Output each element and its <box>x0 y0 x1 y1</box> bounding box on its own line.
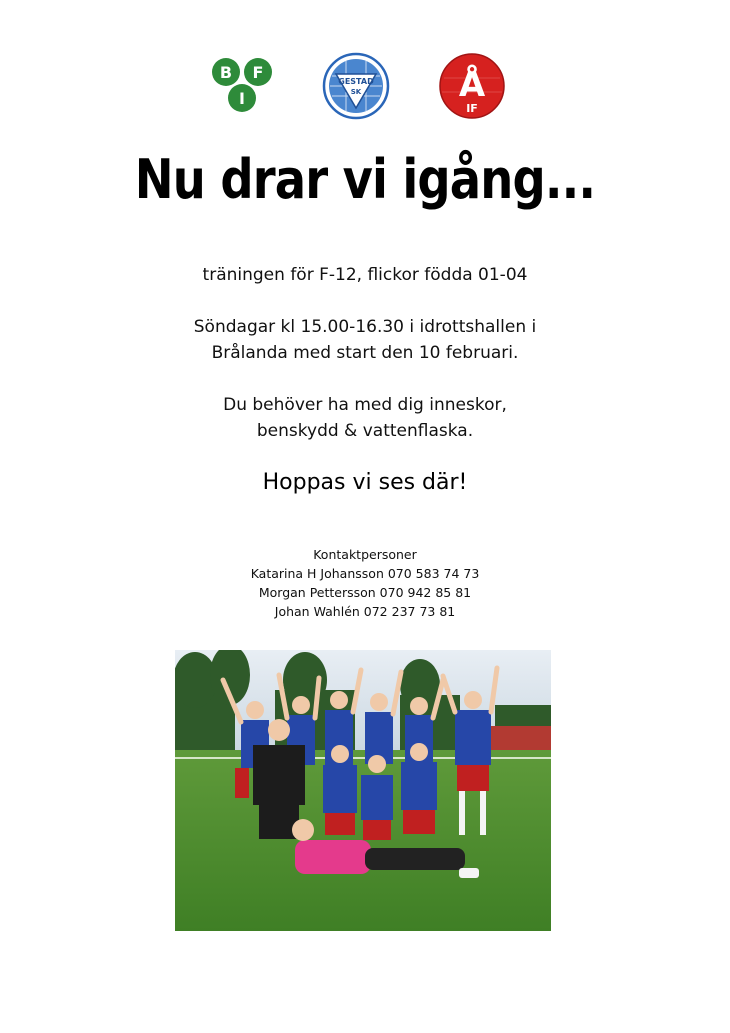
aif-letter-a: Å <box>458 65 486 105</box>
info-line-2: Söndagar kl 15.00-16.30 i idrottshallen i <box>193 317 537 337</box>
team-photo <box>175 650 551 931</box>
bfi-letter-b: B <box>219 63 233 82</box>
tagline: Hoppas vi ses där! <box>262 470 468 495</box>
contact-person: Johan Wahlén 072 237 73 81 <box>274 604 456 619</box>
bfi-letter-f: F <box>252 63 264 82</box>
info-line-3: Brålanda med start den 10 februari. <box>211 343 519 363</box>
gestad-text: GESTAD <box>338 77 374 86</box>
contact-person: Katarina H Johansson 070 583 74 73 <box>250 566 480 581</box>
info-line-1: träningen för F-12, flickor födda 01-04 <box>202 265 528 285</box>
contact-person: Morgan Pettersson 070 942 85 81 <box>258 585 472 600</box>
gestad-sk-logo <box>322 52 390 120</box>
info-line-5: benskydd & vattenflaska. <box>256 421 474 441</box>
contacts-title: Kontaktpersoner <box>313 547 417 562</box>
bfi-letter-i: I <box>239 89 245 108</box>
gestad-sk-text: SK <box>350 88 362 96</box>
aif-logo <box>438 52 506 120</box>
aif-letters-if: IF <box>466 102 478 115</box>
bfi-logo <box>208 52 276 120</box>
info-line-4: Du behöver ha med dig inneskor, <box>223 395 507 415</box>
headline: Nu drar vi igång... <box>134 148 596 211</box>
contacts-block <box>0 545 730 621</box>
